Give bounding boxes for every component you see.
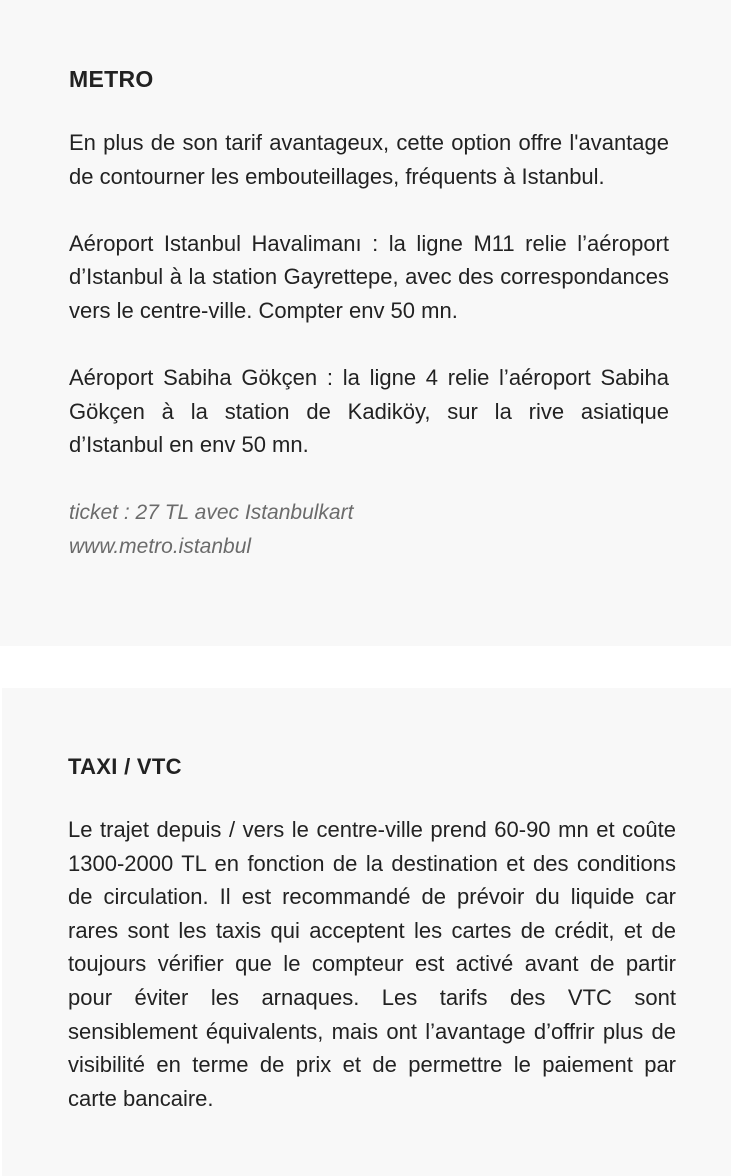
metro-istanbul-airport-paragraph: Aéroport Istanbul Havalimanı : la ligne M11 relie l’aéroport d’Istanbul à la station Gayrettepe, avec des correspondances vers le centre-ville. Compter env 50 mn. bbox=[69, 230, 669, 323]
taxi-paragraph: Le trajet depuis / vers le centre-ville prend 60-90 mn et coûte 1300-2000 TL en fonction de la destination et des conditions de circulation. Il est recommandé de prévoir du liquide car rares sont les taxis qui acceptent les cartes de crédit, et de toujours vérifier que le compteur est activé avant de partir pour éviter les arnaques. Les tarifs des VTC sont sensiblement équivalents, mais ont l’avantage d’offrir plus de visibilité en terme de prix et de permettre le paiement par carte bancaire. bbox=[68, 817, 676, 1111]
metro-sabiha-airport-paragraph: Aéroport Sabiha Gökçen : la ligne 4 relie l’aéroport Sabiha Gökçen à la station de Kadiköy, sur la rive asiatique d’Istanbul en env 50 mn. bbox=[69, 365, 669, 458]
metro-website-link[interactable]: www.metro.istanbul bbox=[69, 534, 252, 558]
taxi-card bbox=[2, 688, 731, 1176]
metro-intro-paragraph: En plus de son tarif avantageux, cette option offre l'avantage de contourner les embouteillages, fréquents à Istanbul. bbox=[69, 130, 669, 189]
metro-info bbox=[69, 496, 669, 564]
metro-title: METRO bbox=[69, 66, 154, 92]
taxi-title: TAXI / VTC bbox=[68, 754, 182, 779]
metro-ticket-price: ticket : 27 TL avec Istanbulkart bbox=[69, 500, 354, 524]
